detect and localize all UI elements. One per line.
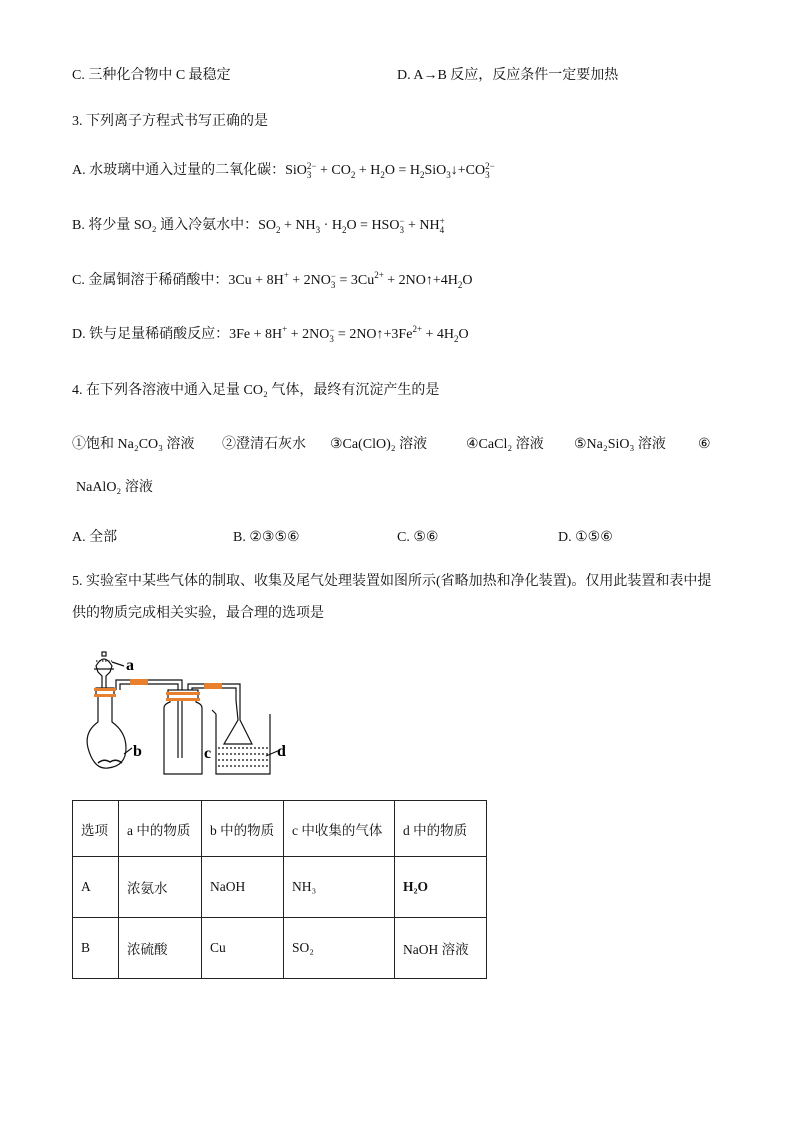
beaker <box>212 710 270 774</box>
q2-option-c: C. 三种化合物中 C 最稳定 <box>72 68 231 83</box>
table-cell: NH₃ <box>284 857 395 918</box>
q3-stem: 3. 下列离子方程式书写正确的是 <box>72 114 268 129</box>
table-cell: NaOH 溶液 <box>395 918 487 979</box>
table-cell: 浓硫酸 <box>119 918 202 979</box>
round-bottom-flask <box>87 696 126 768</box>
q3-option-d-equation: 3Fe + 8H+ + 2NO − 3 = $2NO↑+3Fe^{2+} + 4H_2O$ <box>229 324 469 345</box>
label-b: b <box>133 743 142 760</box>
header-cell: 选项 <box>73 801 119 857</box>
separatory-funnel <box>96 659 112 690</box>
q3-option-a-equation: SiO 2− 3 + $CO_2 + H_2O$ = $H_2SiO_3↓+CO$ 2− 3 <box>285 161 495 181</box>
table-header-row <box>73 801 487 857</box>
q4-item-5: ⑤Na₂SiO₃ 溶液 <box>574 437 666 452</box>
q3-option-c-equation: 3Cu + 8H+ + 2NO − 3 = $3Cu^{2+}$ + $2NO↑+4H_2O$ <box>228 270 473 291</box>
header-cell: d 中的物质 <box>395 801 487 857</box>
table-row <box>73 918 487 979</box>
q4-choice-b: B. ②③⑤⑥ <box>233 530 300 545</box>
q4-item-2: ②澄清石灰水 <box>222 437 306 452</box>
table-cell: SO₂ <box>284 918 395 979</box>
q4-item-6-continued: NaAlO₂ 溶液 <box>76 480 153 495</box>
q4-choice-d: D. ①⑤⑥ <box>558 530 613 545</box>
q5-stem-line-2: 供的物质完成相关实验，最合理的选项是 <box>72 606 324 621</box>
q3-option-c-label: C. 金属铜溶于稀硝酸中： <box>72 273 229 289</box>
header-cell: b 中的物质 <box>202 801 284 857</box>
table-cell: H₂O <box>395 857 487 918</box>
q4-item-6: ⑥ <box>698 437 711 452</box>
q3-option-a-label: A. 水玻璃中通入过量的二氧化碳： <box>72 163 286 179</box>
q4-item-3: ③Ca(ClO)₂ 溶液 <box>330 437 428 452</box>
header-cell: c 中收集的气体 <box>284 801 395 857</box>
q4-item-4: ④CaCl₂ 溶液 <box>466 437 544 452</box>
table-cell: A <box>73 857 119 918</box>
q4-item-1: ①饱和 Na₂CO₃ 溶液 <box>72 437 195 452</box>
table-row <box>73 857 487 918</box>
q4-stem: 4. 在下列各溶液中通入足量 CO₂ 气体，最终有沉淀产生的是 <box>72 383 440 398</box>
table-cell: B <box>73 918 119 979</box>
q4-choice-a: A. 全部 <box>72 530 118 545</box>
options-table <box>72 800 487 979</box>
table-cell: NaOH <box>202 857 284 918</box>
q3-option-b <box>72 217 445 235</box>
q3-option-c <box>72 272 473 290</box>
q3-option-a <box>72 162 495 180</box>
q2-option-d: D. A→B 反应，反应条件一定要加热 <box>397 68 619 83</box>
q3-option-b-equation: $SO_2 + NH_3 \cdot H_2O$ = HSO − 3 + NH + 4 <box>258 216 445 236</box>
q4-choice-c: C. ⑤⑥ <box>397 530 439 545</box>
table-cell: Cu <box>202 918 284 979</box>
q5-stem-line-1: 5. 实验室中某些气体的制取、收集及尾气处理装置如图所示(省略加热和净化装置)。仅用此装置和表中提 <box>72 574 712 589</box>
table-cell: 浓氨水 <box>119 857 202 918</box>
label-a: a <box>126 657 134 674</box>
label-c: c <box>204 745 212 762</box>
label-d: d <box>277 743 286 760</box>
header-cell: a 中的物质 <box>119 801 202 857</box>
collection-bottle <box>164 696 202 774</box>
q3-option-b-label: B. 将少量 SO₂ 通入冷氨水中： <box>72 218 259 234</box>
apparatus-figure <box>80 648 300 780</box>
q3-option-d <box>72 326 469 344</box>
q3-option-d-label: D. 铁与足量稀硝酸反应： <box>72 327 230 343</box>
